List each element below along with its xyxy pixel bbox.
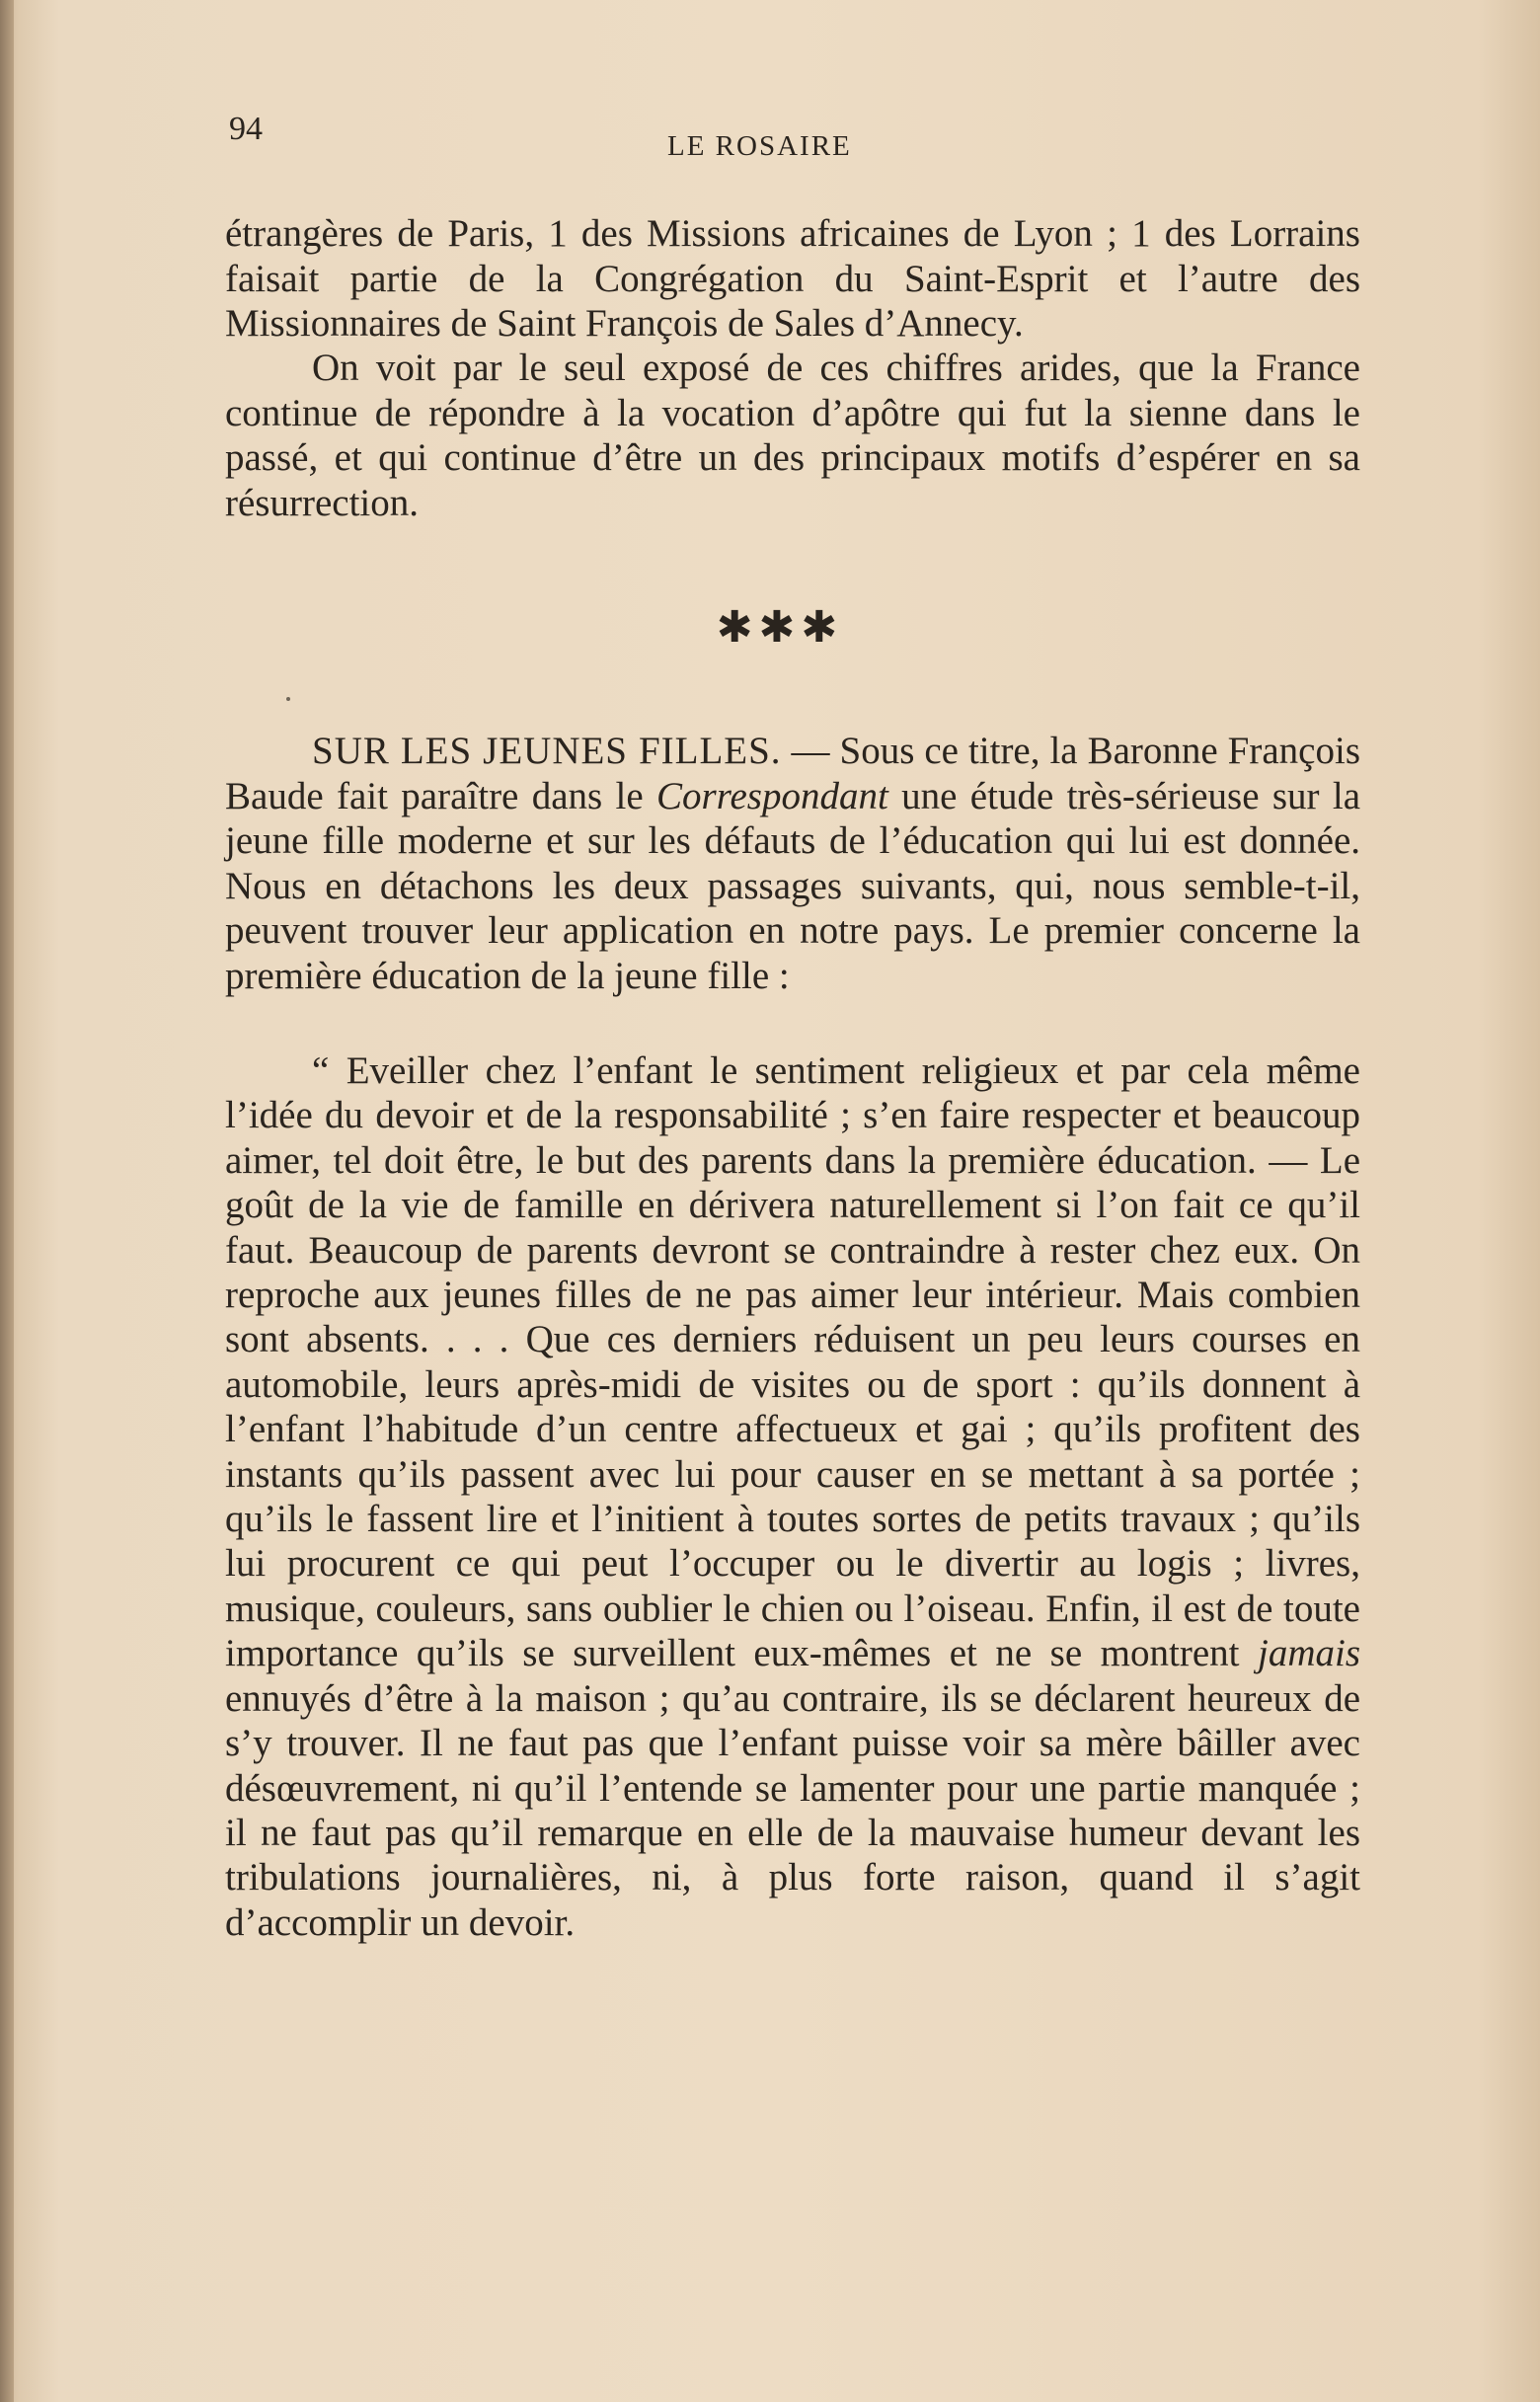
paragraph-france-vocation: On voit par le seul exposé de ces chiffres arides, que la France continue de répondre à la vocation d’apôtre qui fut la sienne dans le passé, et qui continue d’être un des principaux motifs d’espérer en sa résurrection.	[225, 347, 1360, 524]
page-binding-edge	[0, 0, 14, 2402]
asterism-separator: ✱✱✱	[716, 603, 844, 652]
section-intro-paragraph	[225, 729, 1360, 998]
quote-text-before: “ Eveiller chez l’enfant le sentiment religieux et par cela même l’idée du devoir et de la responsabilité ; s’en faire respecter et beaucoup aimer, tel doit être, le but des parents dans la première éducation. — Le goût de la vie de famille en dérivera naturellement si l’on fait ce qu’il faut. Beaucoup de parents devront se contraindre à rester chez eux. On reproche aux jeunes filles de ne pas aimer leur intérieur. Mais combien sont absents. . . . Que ces derniers réduisent un peu leurs courses en automobile, leurs après-midi de visites ou de sport : qu’ils donnent à l’enfant l’habitude d’un centre affectueux et gai ; qu’ils profitent des instants qu’ils passent avec lui pour causer en se mettant à sa portée ; qu’ils le fassent lire et l’initient à toutes sortes de petits travaux ; qu’ils lui procurent ce qui peut l’occuper ou le divertir au logis ; livres, musique, couleurs, sans oublier le chien ou l’oiseau. Enfin, il est de toute importance qu’ils se surveillent eux-mêmes et ne se montrent	[225, 1049, 1360, 1675]
paragraph-missions-end: étrangères de Paris, 1 des Missions africaines de Lyon ; 1 des Lorrains faisait partie de la Congrégation du Saint-Esprit et l’autre des Missionnaires de Saint François de Sales d’Annecy.	[225, 212, 1360, 345]
periodical-title: Correspondant	[656, 774, 888, 817]
running-title: LE ROSAIRE	[667, 130, 852, 162]
quoted-passage	[225, 1048, 1360, 1945]
quote-text-after: ennuyés d’être à la maison ; qu’au contraire, ils se déclarent heureux de s’y trouver. Il ne faut pas que l’enfant puisse voir sa mère bâiller avec désœuvrement, ni qu’il l’entende se lamenter pour une partie manquée ; il ne faut pas qu’il remarque en elle de la mauvaise humeur devant les tribulations journalières, ni, à plus forte raison, quand il s’agit d’accomplir un devoir.	[225, 1676, 1360, 1944]
quote-emphasis: jamais	[1257, 1632, 1360, 1675]
intro-lead-text: — Sous ce titre, la Baronne François Baude fait paraître dans le	[225, 730, 1360, 817]
intro-rest-text: une étude très-sérieuse sur la jeune fille moderne et sur les défauts de l’éducation qui lui est donnée. Nous en détachons les deux passages suivants, qui, nous semble-t-il, peuvent trouver leur application en notre pays. Le premier concerne la première éducation de la jeune fille :	[225, 774, 1361, 997]
page-number: 94	[229, 111, 263, 147]
print-speck	[286, 697, 290, 701]
section-heading: SUR LES JEUNES FILLES.	[312, 730, 782, 772]
